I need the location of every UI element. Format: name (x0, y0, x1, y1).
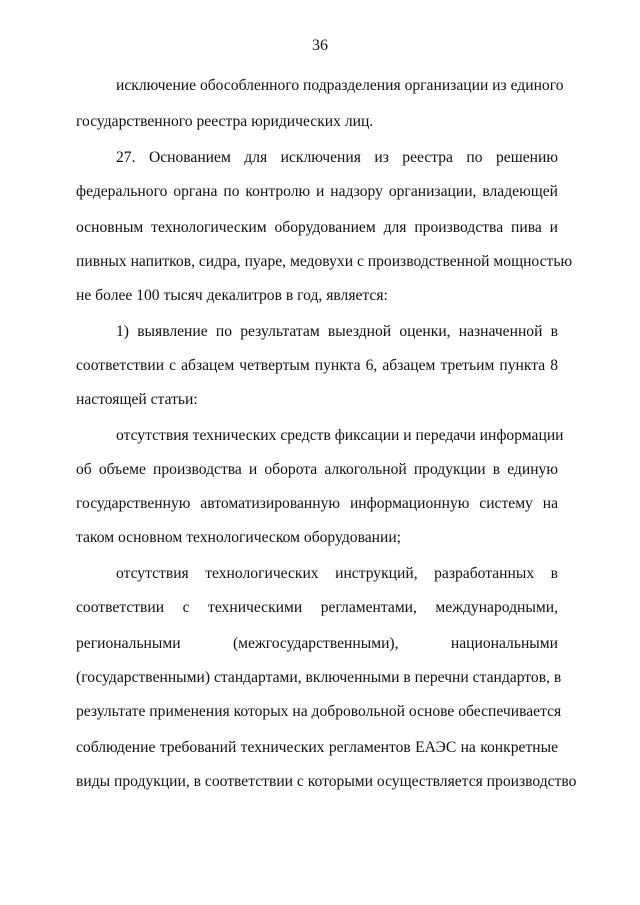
text-line: виды продукции, в соответствии с которыми осуществляется производство (76, 773, 577, 790)
text-line: федерального органа по контролю и надзору организации, владеющей (76, 183, 558, 200)
text-line: настоящей статьи: (76, 391, 198, 408)
text-line: 1) выявление по результатам выездной оценки, назначенной в (116, 323, 558, 340)
text-line: 27. Основанием для исключения из реестра по решению (116, 149, 558, 166)
text-line: не более 100 тысяч декалитров в год, является: (76, 287, 388, 304)
text-line: отсутствия технологических инструкций, разработанных в (116, 565, 558, 582)
text-line: соответствии с абзацем четвертым пункта 6, абзацем третьим пункта 8 (76, 357, 558, 374)
text-line: пивных напитков, сидра, пуаре, медовухи с производственной мощностью (76, 253, 573, 270)
text-line: соответствии с техническими регламентами, международными, (76, 599, 558, 616)
text-line: государственного реестра юридических лиц. (76, 113, 374, 130)
text-line: соблюдение требований технических регламентов ЕАЭС на конкретные (76, 739, 558, 756)
text-line: региональными (межгосударственными), национальными (76, 635, 558, 652)
text-line: исключение обособленного подразделения организации из единого (116, 77, 564, 94)
text-line: отсутствия технических средств фиксации и передачи информации (116, 427, 564, 444)
text-line: (государственными) стандартами, включенными в перечни стандартов, в (76, 669, 562, 686)
page-number: 36 (312, 37, 328, 54)
text-line: государственную автоматизированную информационную систему на (76, 495, 558, 512)
text-line: результате применения которых на добровольной основе обеспечивается (76, 703, 562, 720)
text-line: таком основном технологическом оборудовании; (76, 529, 402, 546)
text-line: основным технологическим оборудованием для производства пива и (76, 219, 558, 236)
text-line: об объеме производства и оборота алкогольной продукции в единую (76, 461, 558, 478)
